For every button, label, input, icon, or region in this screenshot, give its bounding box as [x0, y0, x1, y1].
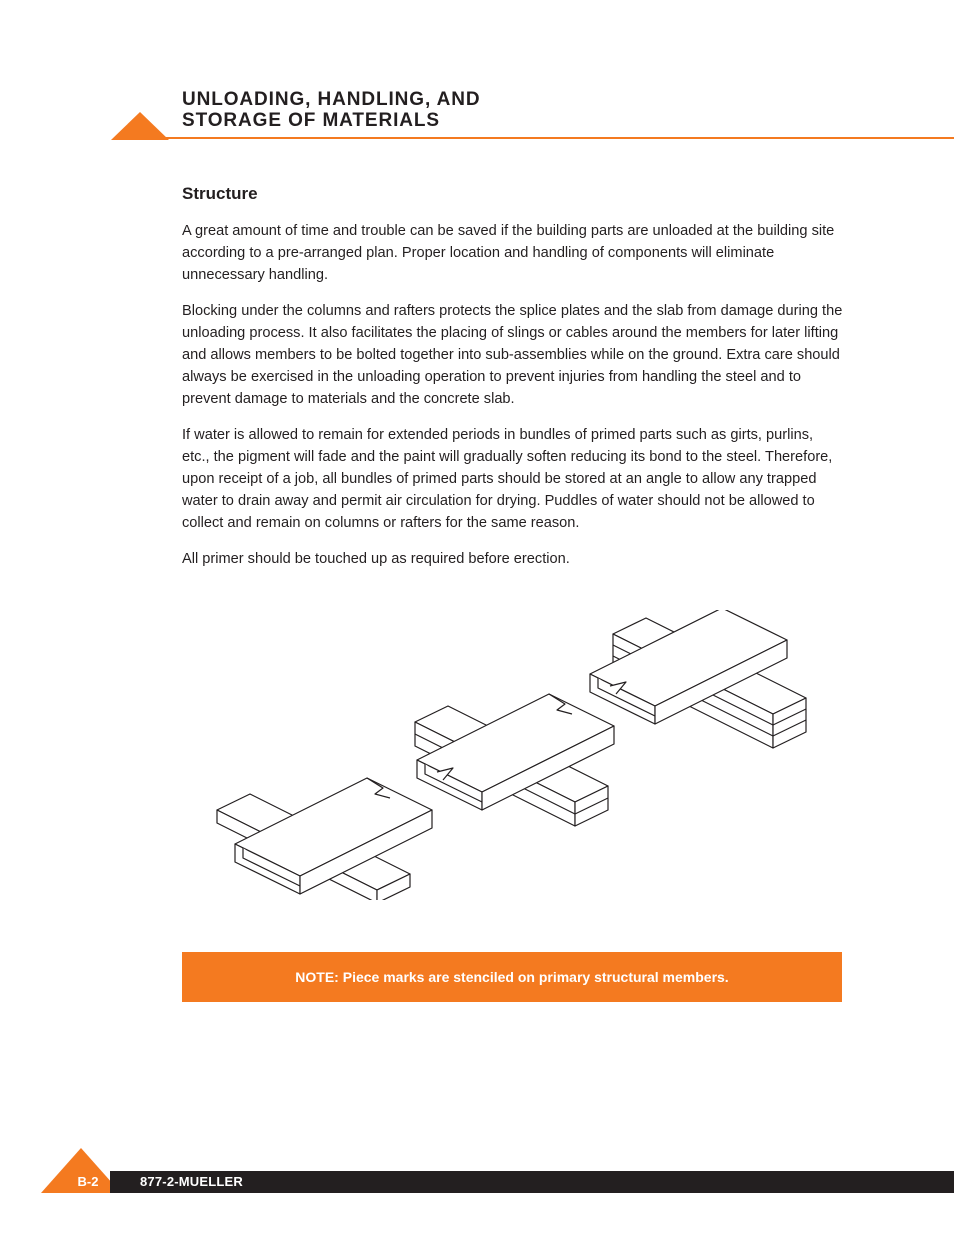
- blocking-group-3: [590, 610, 806, 748]
- header-accent-triangle: [111, 110, 169, 140]
- page-title: [182, 89, 481, 131]
- note-text: NOTE: Piece marks are stenciled on primary structural members.: [295, 969, 729, 985]
- section-heading: Structure: [182, 184, 258, 203]
- note-box: [182, 952, 842, 1002]
- body-copy: [182, 220, 844, 584]
- blocking-group-1: [217, 778, 432, 900]
- page-title-line-1: UNLOADING, HANDLING, AND: [182, 89, 481, 110]
- blocking-group-2: [415, 694, 614, 826]
- footer-phone-number: 877-2-MUELLER: [140, 1174, 244, 1189]
- blocking-illustration: [205, 610, 820, 900]
- paragraph-primer: All primer should be touched up as required before erection.: [182, 551, 570, 567]
- paragraph-unloading-plan: A great amount of time and trouble can be saved if the building parts are unloaded at the building site according to a pre-arranged plan. Proper location and handling of components will eliminate unnecessary handling.: [182, 223, 835, 283]
- page-title-line-2: STORAGE OF MATERIALS: [182, 110, 440, 131]
- paragraph-water-storage: If water is allowed to remain for extended periods in bundles of primed parts such as girts, purlins, etc., the pigment will fade and the paint will gradually soften reducing its bond to the steel. Therefore, upon receipt of a job, all bundles of primed parts should be stored at an angle to allow any trapped water to drain away and permit air circulation for drying. Puddles of water should not be allowed to collect and remain on columns or rafters for the same reason.: [182, 427, 833, 531]
- header-rule: [160, 137, 954, 139]
- paragraph-blocking: Blocking under the columns and rafters protects the splice plates and the slab from damage during the unloading process. It also facilitates the placing of slings or cables around the members for later lifting and allows members to be bolted together into sub-assemblies while on the ground. Extra care should always be exercised in the unloading operation to prevent injuries from handling the steel and to prevent damage to materials and the concrete slab.: [182, 303, 843, 407]
- page-number: B-2: [77, 1174, 99, 1189]
